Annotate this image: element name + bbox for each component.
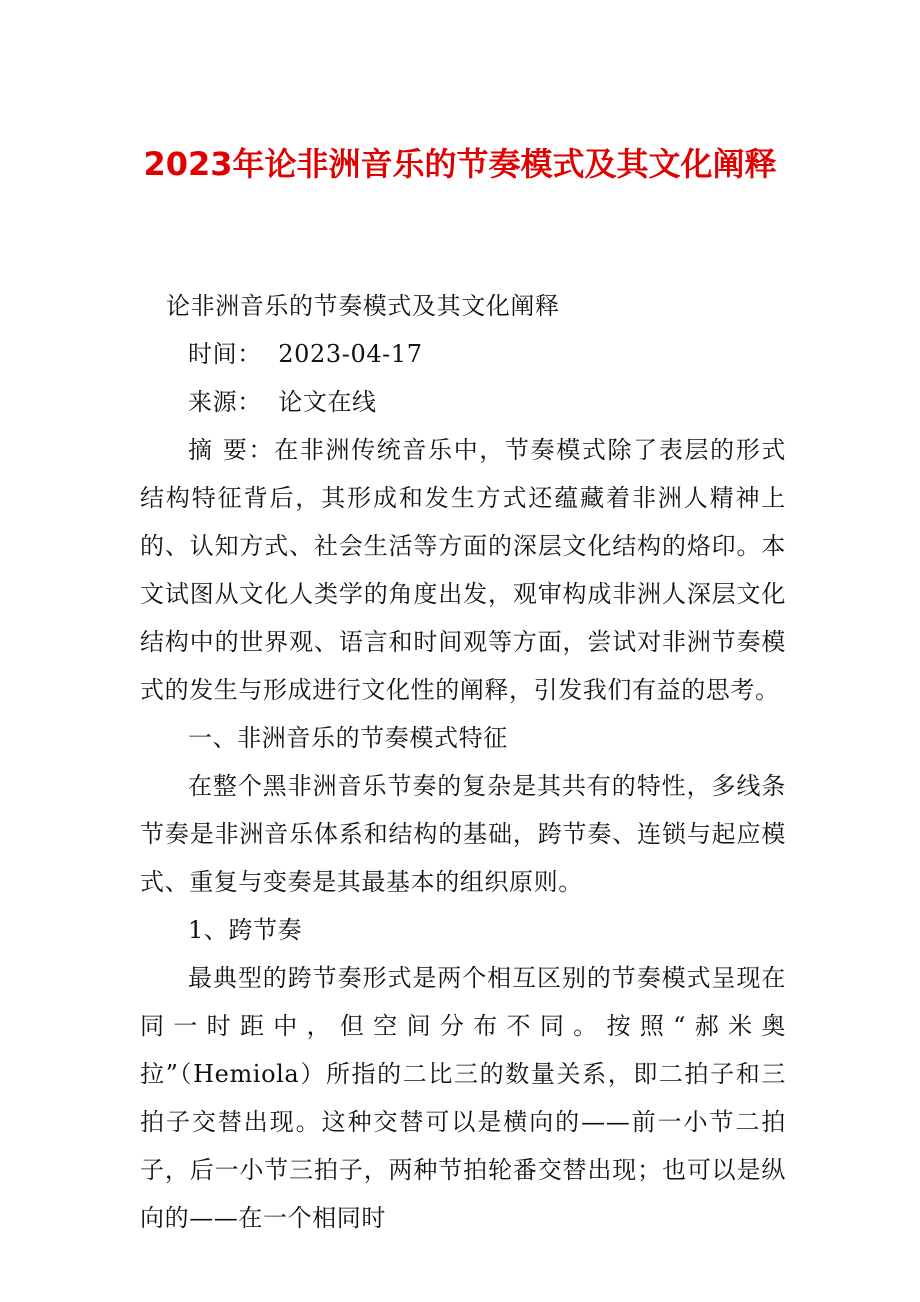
document-body xyxy=(140,282,786,1242)
subsection-heading-1: 1、跨节奏 xyxy=(188,916,303,944)
abstract-paragraph: 摘 要：在非洲传统音乐中，节奏模式除了表层的形式结构特征背后，其形成和发生方式还蕴藏着非洲人精神上的、认知方式、社会生活等方面的深层文化结构的烙印。本文试图从文化人类学的角度出发，观审构成非洲人深层文化结构中的世界观、语言和时间观等方面，尝试对非洲节奏模式的发生与形成进行文化性的阐释，引发我们有益的思考。 xyxy=(140,436,786,704)
publish-time: 时间： 2023-04-17 xyxy=(188,340,423,368)
article-subtitle: 论非洲音乐的节奏模式及其文化阐释 xyxy=(166,292,560,320)
section-paragraph-1: 在整个黑非洲音乐节奏的复杂是其共有的特性，多线条节奏是非洲音乐体系和结构的基础，跨节奏、连锁与起应模式、重复与变奏是其最基本的组织原则。 xyxy=(140,772,786,896)
subsection-paragraph-1: 最典型的跨节奏形式是两个相互区别的节奏模式呈现在同一时距中，但空间分布不同。按照“郝米奥拉”（Hemiola）所指的二比三的数量关系，即二拍子和三拍子交替出现。这种交替可以是横向的——前一小节二拍子，后一小节三拍子，两种节拍轮番交替出现；也可以是纵向的——在一个相同时 xyxy=(140,964,786,1232)
section-heading-1: 一、非洲音乐的节奏模式特征 xyxy=(188,724,508,752)
publish-source: 来源： 论文在线 xyxy=(188,388,377,416)
document-title: 2023年论非洲音乐的节奏模式及其文化阐释 xyxy=(143,145,777,183)
